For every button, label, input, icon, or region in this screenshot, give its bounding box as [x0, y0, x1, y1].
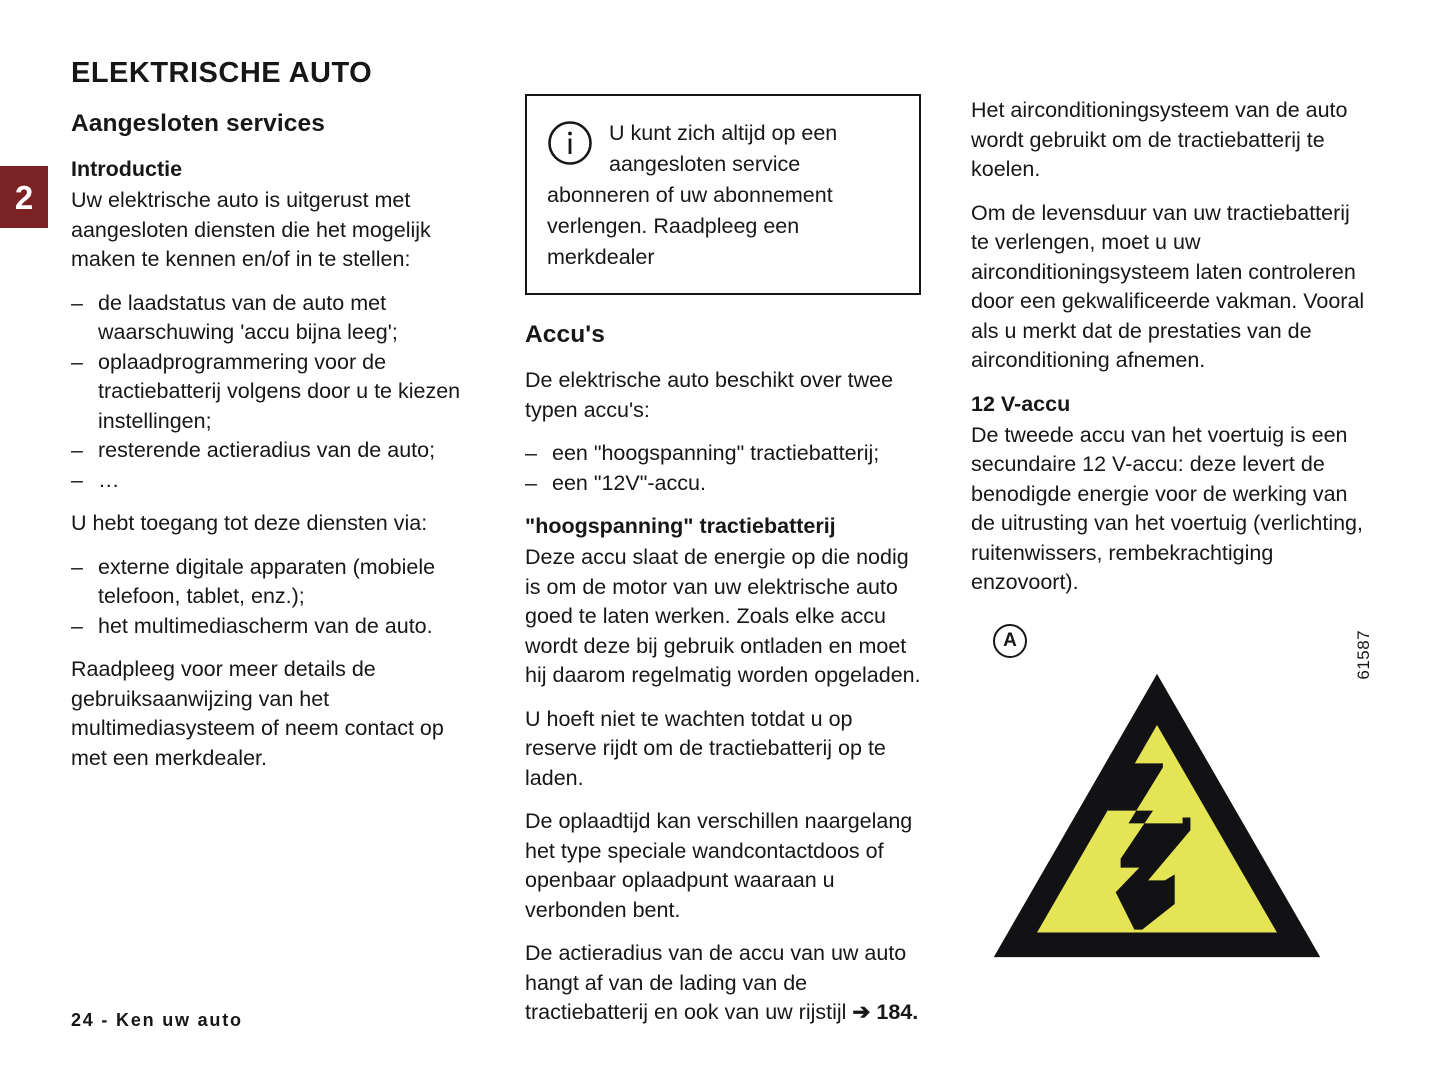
list-item — [71, 436, 466, 466]
closing-paragraph: Raadpleeg voor meer details de gebruiksaanwijzing van het multimediasysteem of neem contact op met een merkdealer. — [71, 657, 444, 770]
list-item — [71, 553, 466, 612]
battery-types-list — [525, 439, 921, 498]
list-item — [71, 612, 466, 642]
page-footer: 24 - Ken uw auto — [71, 1010, 243, 1030]
list-item-label: een "12V"-accu. — [552, 470, 706, 495]
list-item-label: resterende actieradius van de auto; — [98, 438, 436, 463]
traction-battery-paragraph-2: U hoeft niet te wachten totdat u op reserve rijdt om de tractiebatterij op te laden. — [525, 706, 886, 790]
list-item — [71, 466, 466, 496]
range-paragraph — [525, 939, 921, 1028]
traction-battery-paragraph-3: De oplaadtijd kan verschillen naargelang het type speciale wandcontactdoos of openbaar oplaadpunt waaraan u verbonden bent. — [525, 809, 913, 922]
range-paragraph-text: De actieradius van de accu van uw auto hangt af van de lading van de tractiebatterij en ook van uw rijstijl — [525, 941, 907, 1025]
aircon-paragraph-2: Om de levensduur van uw tractiebatterij te verlengen, moet u uw airconditioningsysteem laten controleren door een gekwalificeerde vakman. Vooral als u merkt dat de prestaties van de airconditioning afnemen. — [971, 200, 1365, 372]
list-item — [525, 469, 921, 499]
aircon-paragraph-1: Het airconditioningsysteem van de auto wordt gebruikt om de tractiebatterij te koelen. — [971, 98, 1348, 181]
dash-bullet: – — [71, 438, 83, 463]
dash-bullet: – — [71, 349, 83, 374]
list-item — [71, 348, 466, 437]
batteries-intro-paragraph: De elektrische auto beschikt over twee typen accu's: — [525, 368, 894, 422]
figure-marker-label: A — [1003, 630, 1017, 651]
column-right — [971, 96, 1374, 966]
list-item — [525, 439, 921, 469]
list-item — [71, 289, 466, 348]
dash-bullet: – — [525, 470, 537, 495]
info-callout-text: U kunt zich altijd op een aangesloten service abonneren of uw abonnement verlengen. Raadpleeg een merkdealer — [547, 121, 838, 269]
12v-battery-paragraph: De tweede accu van het voertuig is een secundaire 12 V-accu: deze levert de benodigde energie voor de werking van de uitrusting van het voertuig (verlichting, ruitenwissers, rembekrachtiging enzovoort). — [971, 422, 1363, 594]
list-item-label: een "hoogspanning" tractiebatterij; — [552, 441, 880, 466]
list-item-label: externe digitale apparaten (mobiele telefoon, tablet, enz.); — [98, 554, 436, 609]
column-left — [71, 110, 466, 787]
chapter-number: 2 — [14, 178, 34, 216]
dash-bullet: – — [71, 290, 83, 315]
list-item-label: … — [98, 467, 120, 492]
section-title-connected-services: Aangesloten services — [71, 110, 325, 137]
high-voltage-hazard-triangle-icon — [987, 668, 1327, 963]
info-circle-icon — [547, 120, 593, 166]
access-paragraph: U hebt toegang tot deze diensten via: — [71, 511, 428, 536]
list-item-label: het multimediascherm van de auto. — [98, 613, 433, 638]
traction-battery-paragraph-1: Deze accu slaat de energie op die nodig is om de motor van uw elektrische auto goed te laten werken. Zoals elke accu wordt deze bij gebruik ontladen en moet hij daarom regelmatig worden opgeladen. — [525, 545, 921, 688]
section-title-batteries: Accu's — [525, 321, 605, 348]
figure-reference-number: 61587 — [1354, 629, 1374, 680]
figure-marker-a — [993, 624, 1027, 658]
intro-paragraph: Uw elektrische auto is uitgerust met aangesloten diensten die het mogelijk maken te kennen en/of in te stellen: — [71, 188, 431, 272]
connected-services-list — [71, 289, 466, 496]
info-callout-box — [525, 94, 921, 295]
subsection-title-12v-battery: 12 V-accu — [971, 391, 1071, 416]
chapter-tab — [0, 166, 48, 228]
column-middle — [525, 94, 921, 1042]
dash-bullet: – — [71, 613, 83, 638]
page-title: ELEKTRISCHE AUTO — [71, 57, 373, 90]
list-item-label: oplaadprogrammering voor de tractiebatterij volgens door u te kiezen instellingen; — [98, 349, 461, 433]
subsection-title-traction-battery: "hoogspanning" tractiebatterij — [525, 514, 836, 539]
access-methods-list — [71, 553, 466, 642]
figure-high-voltage — [971, 616, 1374, 966]
page-cross-reference[interactable]: ➔ 184. — [852, 1000, 919, 1025]
dash-bullet: – — [525, 441, 537, 466]
list-item-label: de laadstatus van de auto met waarschuwing 'accu bijna leeg'; — [98, 290, 398, 345]
dash-bullet: – — [71, 554, 83, 579]
subsection-title-introduction: Introductie — [71, 157, 183, 182]
dash-bullet: – — [71, 467, 83, 492]
